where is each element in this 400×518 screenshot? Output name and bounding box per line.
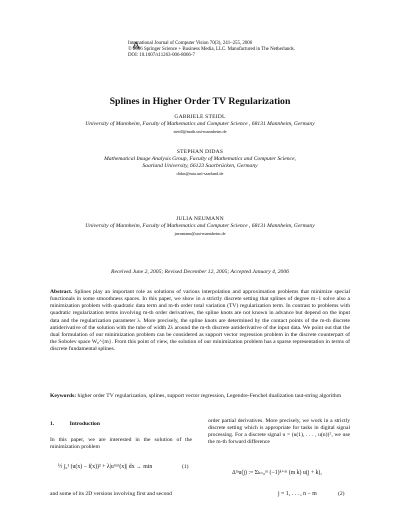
author-email[interactable]: jneumann@uni-mannheim.de [174,231,226,237]
paper-title: Splines in Higher Order TV Regularization [109,96,291,107]
equation-1-number: (1) [182,464,189,470]
author-affiliation: University of Mannheim, Faculty of Mathematics and Computer Science , 68131 Mannheim, Germany [85,121,315,128]
author-block-1 [0,114,400,135]
equation-2-number: (2) [338,491,345,497]
abstract [50,289,350,353]
author-block-3 [0,216,400,237]
right-column-para1: order partial derivatives. More precisely, we work in a strictly discrete setting which is appropriate for tasks in digital signal processing. For a discrete signal u = (u(1), . . . , u(n))ᵀ, we use the m-th forward difference [208,418,350,446]
equation-2: Δᵐu(j) := Σₖ₌₀ᵐ (−1)ᵏ⁺ᵐ (m k) u(j + k), [232,470,322,476]
copyright-line: © 2006 Springer Science + Business Media, LLC. Manufactured in The Netherlands. [128,47,295,53]
keywords-label: Keywords: [50,393,77,399]
author-affiliation: Saarland University, 66123 Saarbrücken, Germany [142,163,258,170]
received-dates: Received June 2, 2005; Revised December 12, 2005; Accepted January 4, 2006 [111,269,289,275]
abstract-text: Splines play an important role as solutions of various interpolation and approximation problems that minimize special functionals in some smoothness spaces. In this paper, we show in a strictly discrete setting that splines of degree m−1 solve also a minimization problem with quadratic data term and m-th order total variation (TV) regularization term. In contrast to problems with quadratic regularization terms involving m-th order derivatives, the spline knots are not known in advance but depend on the input data and the regularization parameter λ. More precisely, the spline knots are determined by the contact points of the m-th discrete antiderivative of the solution with the tube of width 2λ around the m-th discrete antiderivative of the input data. We point out that the dual formulation of our minimization problem can be considered as support vector regression problem in the discrete counterpart of the Sobolev space W₀^{m}. From this point of view, the solution of our minimization problem has a sparse representation in terms of discrete fundamental splines. [50,289,350,353]
equation-2-continuation: j = 1, . . . , n − m [278,491,317,497]
author-block-2 [0,149,400,177]
journal-citation: International Journal of Computer Vision 70(3), 241–255, 2006 [128,41,253,46]
section-heading [50,421,100,427]
abstract-label: Abstract. [50,289,73,295]
section-number: 1. [50,421,55,427]
equation-1: ½ ∫₀¹ (u(x) − f(x))² + λ|u⁽ᵐ⁾(x)| dx → min [58,464,153,470]
left-column-para1: In this paper, we are interested in the solution of the minimization problem [50,437,192,451]
author-affiliation: Mathematical Image Analysis Group, Faculty of Mathematics and Computer Science, [104,156,296,163]
keywords [50,393,350,400]
author-name: GABRIELE STEIDL [174,114,226,120]
author-affiliation: University of Mannheim, Faculty of Mathematics and Computer Science , 68131 Mannheim, Germany [85,223,315,230]
author-email[interactable]: steidl@math.uni-mannheim.de [173,129,227,135]
author-name: JULIA NEUMANN [176,216,224,222]
journal-header [128,41,358,60]
keywords-text: higher order TV regularization, splines, support vector regression, Legendre-Fenchel dualization taut-string algorithm [77,393,342,399]
doi-line: DOI: 10.1007/s11263-006-8066-7 [128,53,195,59]
author-name: STEPHAN DIDAS [176,149,224,155]
left-column-para2: and some of its 2D versions involving first and second [50,491,172,497]
author-email[interactable]: didas@mia.uni-saarland.de [176,171,224,177]
section-title: Introduction [69,421,100,427]
